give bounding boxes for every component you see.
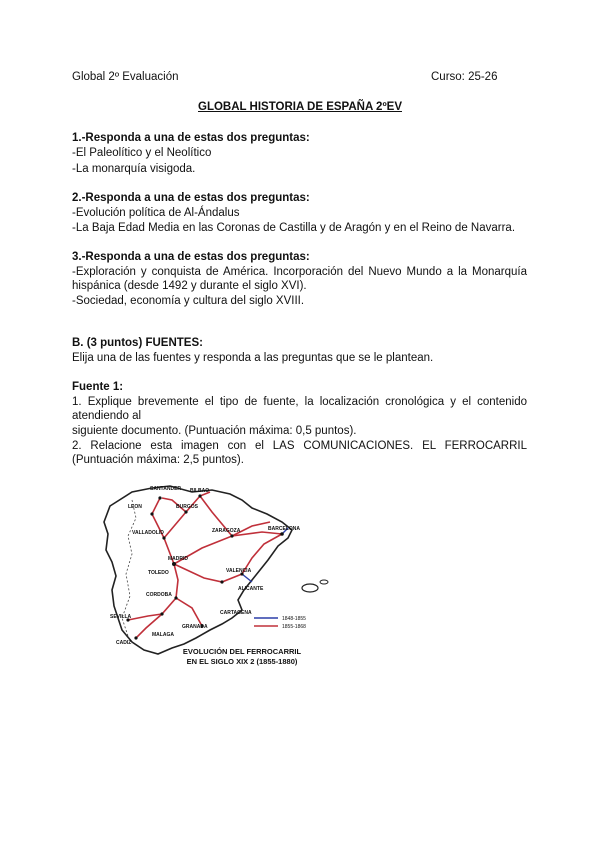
header-left: Global 2º Evaluación [72,71,179,83]
city-label: CARTAGENA [220,610,252,616]
section-2-item-2: -La Baja Edad Media en las Coronas de Castilla y de Aragón y en el Reino de Navarra. [72,222,516,234]
section-3-item-1: -Exploración y conquista de América. Incorporación del Nuevo Mundo a la Monarquía hispánica (desde 1492 y durante el siglo XVI). [72,266,527,292]
city-label: CORDOBA [146,592,172,598]
city-label: BILBAO [190,488,210,494]
city-label: MALAGA [152,632,174,638]
fuentes-heading: B. (3 puntos) FUENTES: [72,337,203,349]
section-3-heading: 3.-Responda a una de estas dos preguntas: [72,251,310,263]
city-labels [110,486,300,646]
legend-label-1: 1848-1855 [282,616,306,622]
city-label: BURGOS [176,504,198,510]
city-label: BARCELONA [268,526,300,532]
header-right: Curso: 25-26 [431,71,498,83]
section-1-item-2: -La monarquía visigoda. [72,163,196,175]
railway-map-svg [92,478,338,674]
section-1-item-1: -El Paleolítico y el Neolítico [72,147,212,159]
fuente-1-question-1-cont: siguiente documento. (Puntuación máxima: 0,5 puntos). [72,425,357,437]
fuente-1-question-2: 2. Relacione esta imagen con el LAS COMUNICACIONES. EL FERROCARRIL (Puntuación máxima: 2,5 puntos). [72,440,527,466]
map-caption-line-1: EVOLUCIÓN DEL FERROCARRIL [182,647,302,656]
city-label: ZARAGOZA [212,528,241,534]
city-label: TOLEDO [148,570,169,576]
city-label: LEON [128,504,142,510]
fuentes-intro: Elija una de las fuentes y responda a las preguntas que se le plantean. [72,352,434,364]
city-label: MADRID [168,556,188,562]
fuente-1-heading: Fuente 1: [72,381,124,393]
city-label: ALICANTE [238,586,264,592]
fuente-1-question-1: 1. Explique brevemente el tipo de fuente, la localización cronológica y el contenido atendiendo al [72,396,527,422]
menorca [320,580,328,584]
section-3-item-2: -Sociedad, economía y cultura del siglo XVIII. [72,295,305,307]
city-label: VALENCIA [226,568,252,574]
city-label: VALLADOLID [132,530,164,536]
map-legend [254,616,306,630]
section-2-heading: 2.-Responda a una de estas dos preguntas: [72,192,310,204]
section-2-item-1: -Evolución política de Al-Ándalus [72,207,240,219]
section-1-heading: 1.-Responda a una de estas dos preguntas: [72,132,310,144]
railway-map [92,478,338,674]
page-title: GLOBAL HISTORIA DE ESPAÑA 2ºEV [198,101,402,113]
map-caption-line-2: EN EL SIGLO XIX 2 (1855-1880) [186,657,298,666]
city-label: SEVILLA [110,614,132,620]
city-label: SANTANDER [150,486,182,492]
city-label: CADIZ [116,640,132,646]
legend-label-2: 1855-1868 [282,624,306,630]
city-label: GRANADA [182,624,208,630]
balearic-islands [302,584,318,592]
